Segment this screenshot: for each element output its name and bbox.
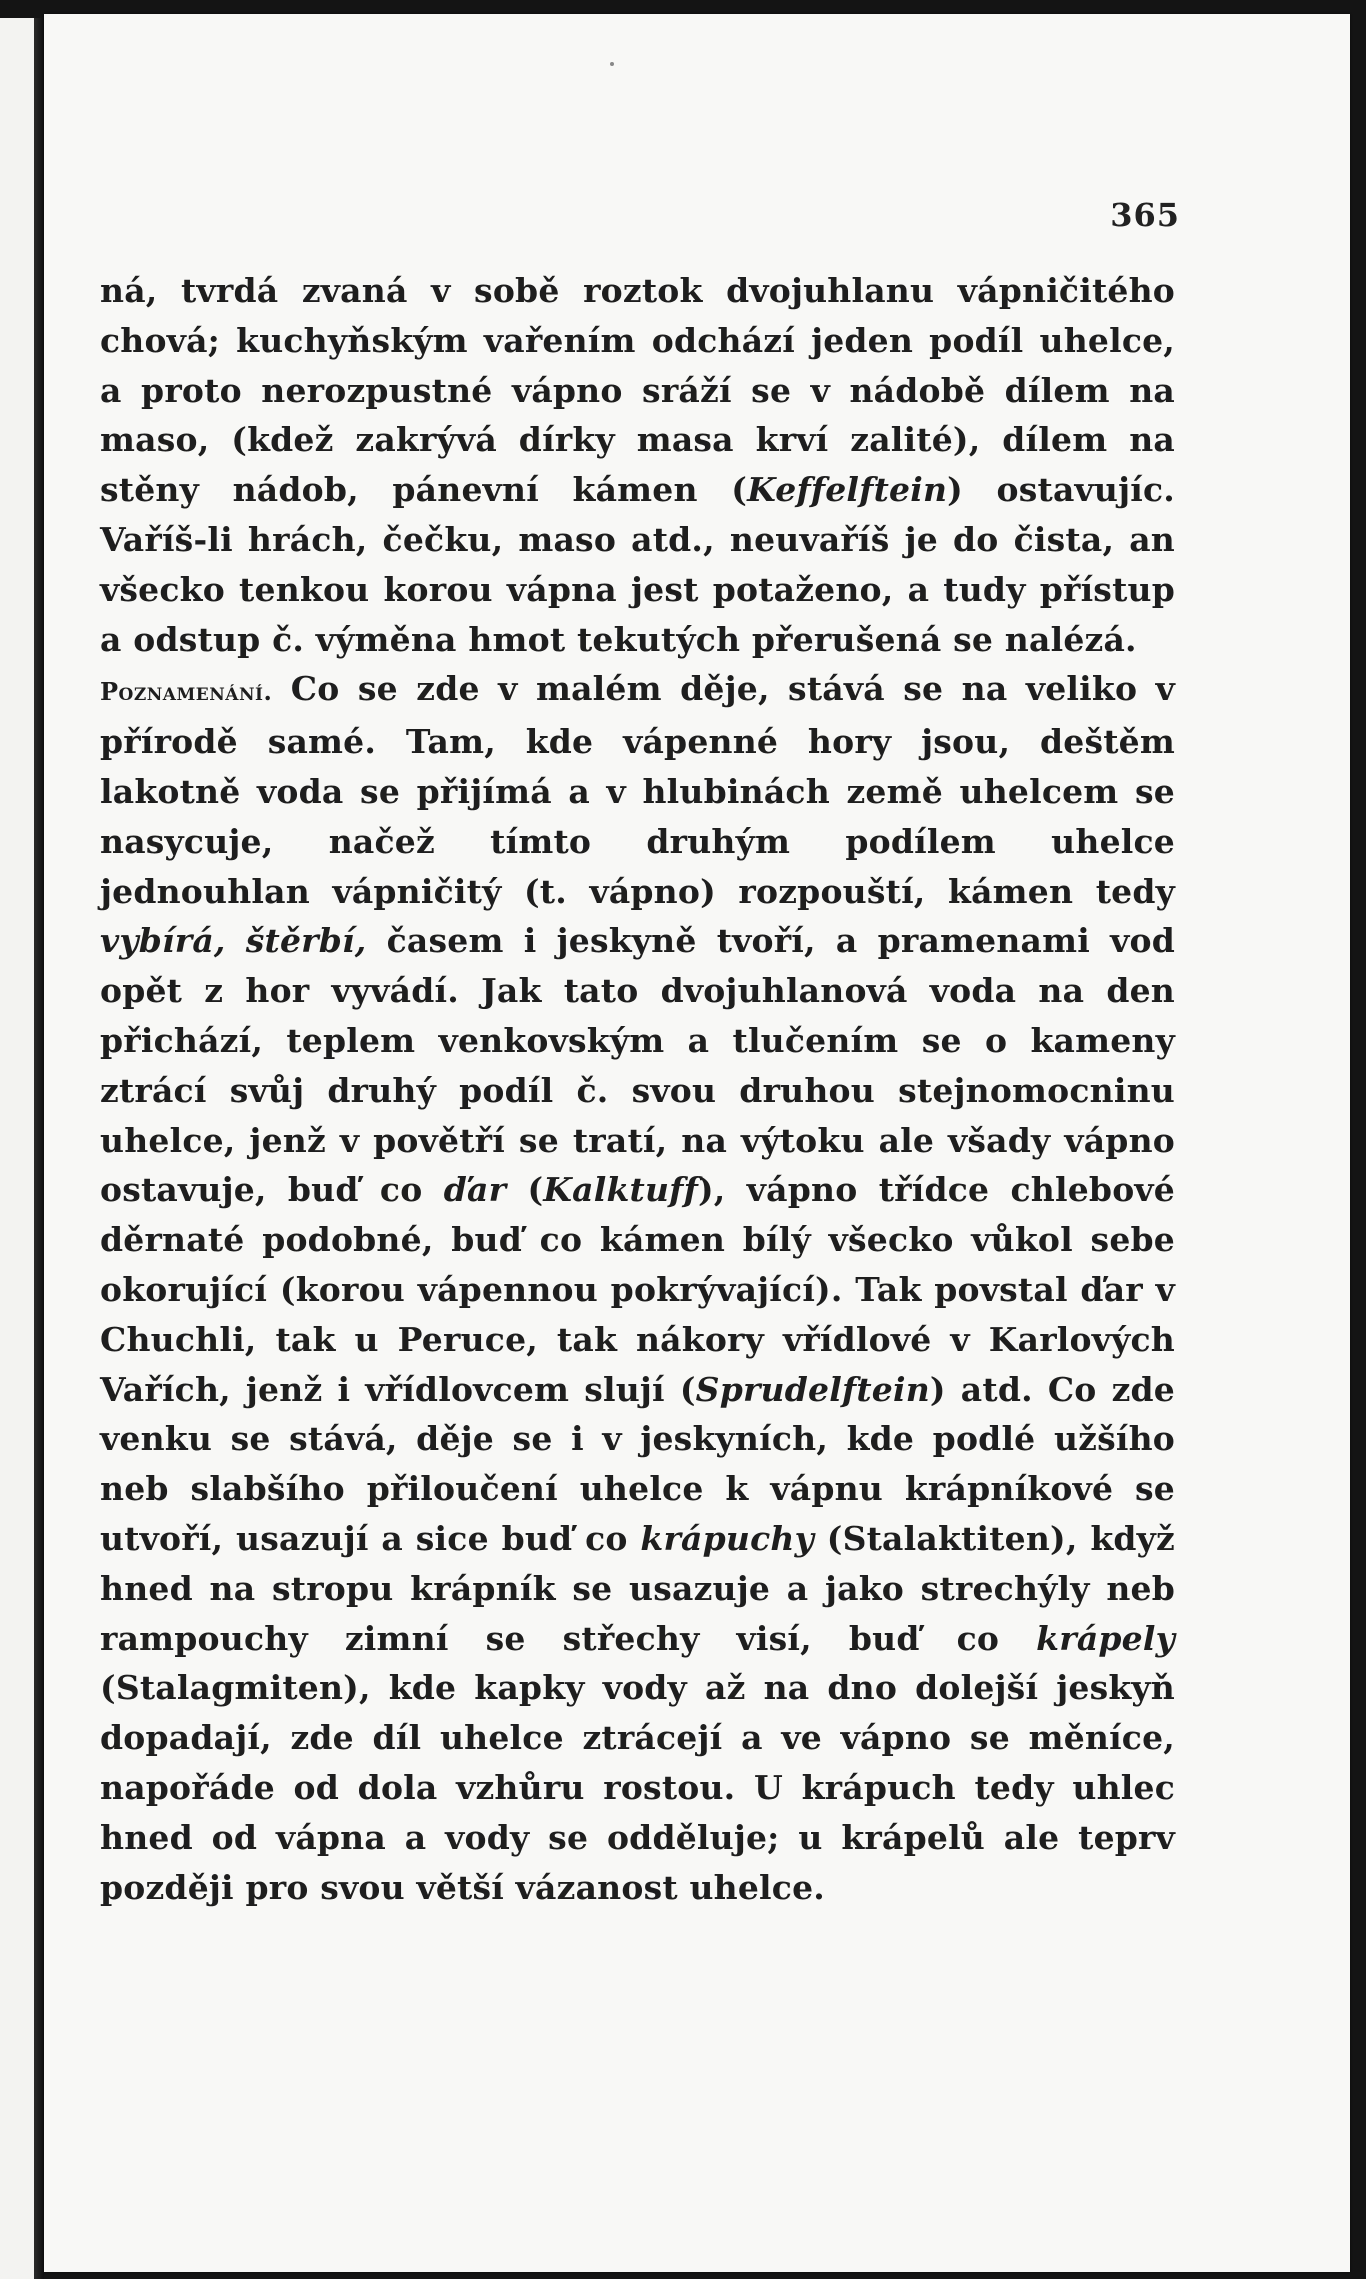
italic-term-dar: ďar: [443, 1170, 507, 1210]
paragraph-2-text-6: (Stalaktiten), když hned na stropu krápník se usazuje a jako strechýly neb rampouchy zimní se střechy visí, buď co: [100, 1518, 1175, 1658]
paragraph-2-text-3: (: [506, 1170, 544, 1210]
german-term-sprudelstein: Sprudelftein: [695, 1369, 930, 1409]
german-term-kalktuff: Kalktuff: [543, 1170, 698, 1210]
paragraph-2-text-5: ) atd. Co zde venku se stává, děje se i v jeskyních, kde podlé užšího neb slabšího přiloučení uhelce k vápnu krápníkové se utvoří, usazují a sice buď co: [100, 1369, 1175, 1558]
paragraph-1-text-1: ná, tvrdá zvaná v sobě roztok dvojuhlanu vápničitého chová; kuchyňským vařením odchází jeden podíl uhelce, a proto nerozpustné vápno sráží se v nádobě dílem na maso, (kdež zakrývá dírky masa krví zalité), dílem na stěny nádob, pánevní kámen (: [100, 271, 1175, 510]
page-body: [100, 266, 1175, 1912]
paragraph-2: [100, 664, 1175, 1912]
paragraph-2-text-2: časem i jeskyně tvoří, a pramenami vod opět z hor vyvádí. Jak tato dvojuhlanová voda na den přichází, teplem venkovským a tlučením se o kameny ztrácí svůj druhý podíl č. svou druhou stejnomocninu uhelce, jenž v povětří se tratí, na výtoku ale všady vápno ostavuje, buď co: [100, 921, 1175, 1210]
paragraph-1-text-2: ) ostavujíc. Vaříš-li hrách, čečku, maso atd., neuvaříš je do čista, an všecko tenkou korou vápna jest potaženo, a tudy přístup a odstup č. výměna hmot tekutých přerušená se nalézá.: [100, 470, 1175, 659]
scan-speck: [610, 62, 614, 66]
page-number: 365: [1110, 196, 1180, 234]
italic-term-krapely: krápely: [1036, 1618, 1175, 1658]
adjacent-page-edge: [0, 18, 34, 2279]
german-term-kesselstein: Keffelftein: [747, 470, 948, 510]
italic-term-krapuchy: krápuchy: [640, 1518, 814, 1558]
paragraph-2-text-7: (Stalagmiten), kde kapky vody až na dno dolejší jeskyň dopadají, zde díl uhelce ztrácejí a ve vápno se měníce, napořáde od dola vzhůru rostou. U krápuch tedy uhlec hned od vápna a vody se odděluje; u krápelů ale teprv později pro svou větší vázanost uhelce.: [100, 1668, 1175, 1907]
note-heading: Poznamenání.: [100, 677, 273, 707]
paragraph-2-text-4: ), vápno třídce chlebové děrnaté podobné, buď co kámen bílý všecko vůkol sebe okorující (korou vápennou pokrývající). Tak povstal ďar v Chuchli, tak u Peruce, tak nákory vřídlové v Karlových Vařích, jenž i vřídlovcem slují (: [100, 1170, 1175, 1409]
paragraph-1: [100, 266, 1175, 664]
italic-term-vybira: vybírá, štěrbí,: [100, 921, 367, 961]
book-page: [44, 14, 1350, 2272]
page-gutter-shadow: [34, 18, 44, 2279]
paragraph-2-text-1: Co se zde v malém děje, stává se na veliko v přírodě samé. Tam, kde vápenné hory jsou, deštěm lakotně voda se přijímá a v hlubinách země uhelcem se nasycuje, načež tímto druhým podílem uhelce jednouhlan vápničitý (t. vápno) rozpouští, kámen tedy: [100, 669, 1175, 911]
